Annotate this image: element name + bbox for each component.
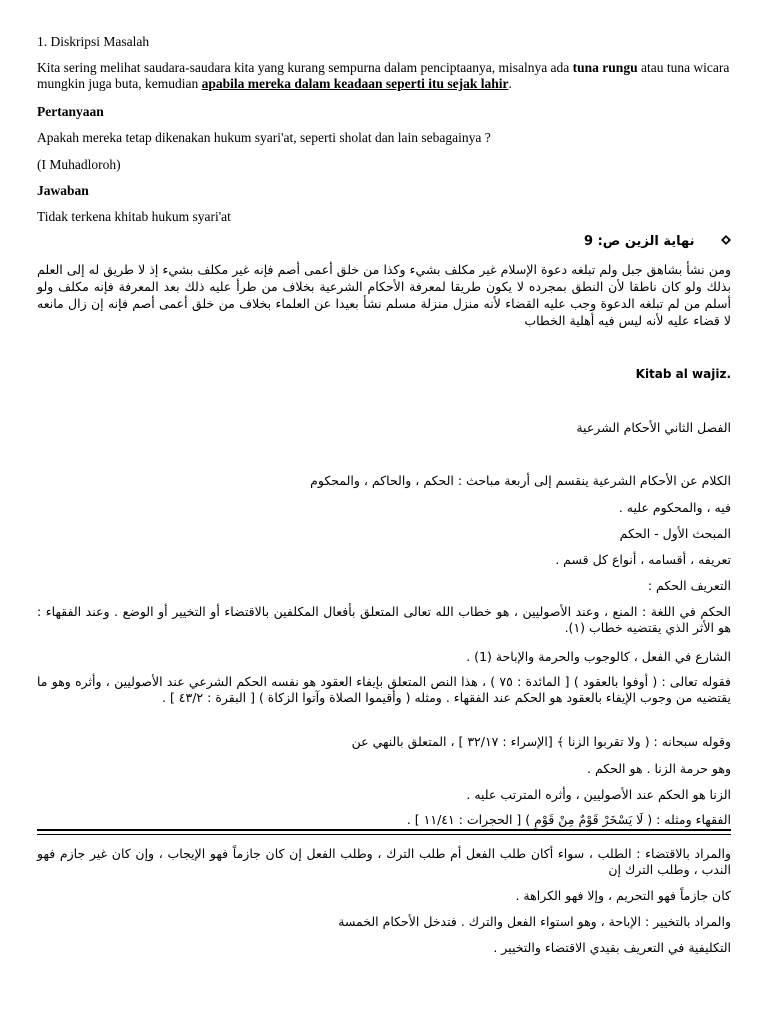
kalam-line-1: الكلام عن الأحكام الشرعية ينقسم إلى أربعة مباحث : الحكم ، والحاكم ، والمحكوم <box>310 473 731 488</box>
murad-iqtida-paragraph: والمراد بالاقتضاء : الطلب ، سواء أكان طلب الفعل أم طلب الترك ، وطلب الفعل إن كان جازماً فهو الإيجاب ، وإن كان غير جازم فهو الندب ، وطلب الترك إن <box>37 846 731 877</box>
murad-takhyir-line: والمراد بالتخيير : الإباحة ، وهو استواء الفعل والترك . فتدخل الأحكام الخمسة <box>338 914 731 929</box>
muhadloroh-note: (I Muhadloroh) <box>37 157 121 172</box>
intro-paragraph <box>37 60 731 92</box>
kalam-line-2: فيه ، والمحكوم عليه . <box>618 500 731 515</box>
qawluhu-paragraph: فقوله تعالى : ( أوفوا بالعقود ) [ المائدة : ٧٥ ) ، هذا النص المتعلق بإيفاء العقود هو نفسه الحكم الشرعي عند الأصوليين ، وأثره وهو ما يقتضيه من وجوب الإيفاء بالعقود هو الحكم عند الفقهاء . ومثله ( وأقيموا الصلاة وآتوا الزكاة ) [ البقرة : ٤٣/٢ ] . <box>37 674 731 705</box>
nihayah-paragraph: ومن نشأ بشاهق جبل ولم تبلغه دعوة الإسلام غير مكلف بشيء وكذا من خلق أعمى أصم فإنه غير مكلف بشيء إذ لا طريق له إلى العلم بذلك ولو كان ناطقا لأن النطق بمجرده لا يكون طريقا لمعرفة الأحكام الشرعية بخلاف من طرأ عليه ذلك بعد المعرفة فإنه مكلف ولو أسلم من لم تبلغه الدعوة وجب عليه القضاء لأنه منزل منزلة مسلم نشأ بعيدا عن العلماء بخلاف من خلق أعمى أصم فإنه إن زال مانعه لا قضاء عليه لأنه ليس فيه أهلية الخطاب <box>37 262 731 328</box>
intro-text-3: . <box>508 76 512 91</box>
pertanyaan-label: Pertanyaan <box>37 104 104 119</box>
fasl-title: الفصل الثاني الأحكام الشرعية <box>576 420 731 435</box>
hurmah-line: وهو حرمة الزنا . هو الحكم . <box>587 761 731 776</box>
hukm-definition: الحكم في اللغة : المنع ، وعند الأصوليين ، هو خطاب الله تعالى المتعلق بأفعال المكلفين بالاقتضاء أو التخيير أو الوضع . وعند الفقهاء : هو الأثر الذي يقتضيه خطاب (١). <box>37 604 731 635</box>
intro-bold-tuna-rungu: tuna rungu <box>572 60 638 75</box>
intro-text-1: Kita sering melihat saudara-saudara kita yang kurang sempurna dalam penciptaanya, misalnya ada <box>37 60 573 75</box>
section-title: 1. Diskripsi Masalah <box>37 34 150 49</box>
pertanyaan-heading <box>37 104 731 120</box>
mabhath-heading: المبحث الأول - الحكم <box>619 526 731 541</box>
nihayah-heading-text: نهاية الزين ص: 9 <box>584 234 695 249</box>
double-rule-thin <box>37 834 731 835</box>
diamond-bullet-icon <box>721 234 731 244</box>
jawaban-heading <box>37 183 731 199</box>
fuqaha-line: الفقهاء ومثله : ( لَا يَسْخَرْ قَوْمٌ مِنْ قَوْمٍ ) [ الحجرات : ١١/٤١ ] . <box>406 812 731 827</box>
shari-line: الشارع في الفعل ، كالوجوب والحرمة والإباحة (1) . <box>466 649 731 664</box>
pertanyaan-text: Apakah mereka tetap dikenakan hukum syari'at, seperti sholat dan lain sebagainya ? <box>37 130 491 145</box>
double-rule-thick <box>37 829 731 831</box>
kitab-label: .Kitab al wajiz <box>635 367 731 381</box>
taklifiyyah-line: التكليفية في التعريف بقيدي الاقتضاء والتخيير . <box>493 940 731 955</box>
intro-bold-underlined: apabila mereka dalam keadaan seperti itu sejak lahir <box>201 76 509 91</box>
tarif-hukm-heading: التعريف الحكم : <box>647 578 731 593</box>
tarifuhu-line: تعريفه ، أقسامه ، أنواع كل قسم . <box>555 552 731 567</box>
jawaban-text: Tidak terkena khitab hukum syari'at <box>37 209 231 224</box>
intro-text-2: atau tuna wicara mungkin juga buta, kemudian <box>37 60 730 91</box>
subhanahu-line: وقوله سبحانه : ( ولا تقربوا الزنا ﴾ [الإسراء : ٣٢/١٧ ] ، المتعلق بالنهي عن <box>351 734 731 749</box>
jawaban-label: Jawaban <box>37 183 89 198</box>
nihayah-heading <box>37 234 731 250</box>
zina-line: الزنا هو الحكم عند الأصوليين ، وأثره المترتب عليه . <box>466 787 731 802</box>
kana-jaziman-line: كان جازماً فهو التحريم ، وإلا فهو الكراهة . <box>515 888 731 903</box>
